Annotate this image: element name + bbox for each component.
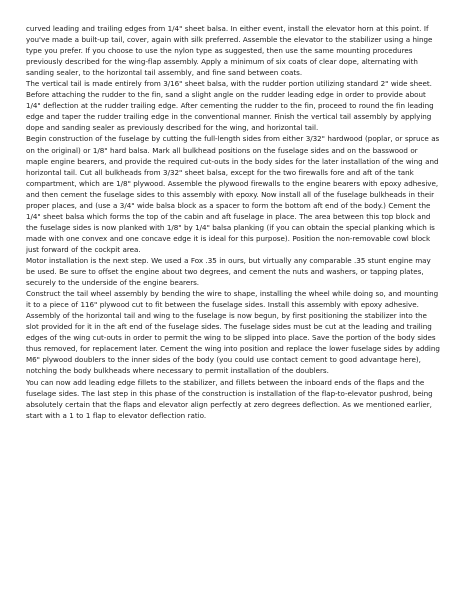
document-page — [26, 23, 440, 421]
paragraph-vertical-tail: The vertical tail is made entirely from 3/16" sheet balsa, with the rudder portion utilizing standard 2" wide sheet. Before attaching the rudder to the fin, sand a slight angle on the rudder leading edge in order to provide about 1/4" deflection at the rudder trailing edge. After cementing the rudder to the fin, proceed to round the fin leading edge and taper the rudder trailing edge in the conventional manner. Finish the vertical tail assembly by applying dope and sanding sealer as previously described for the wing, and horizontal tail. — [26, 79, 434, 133]
paragraph-fuselage-construction: Begin construction of the fuselage by cutting the full-length sides from either 3/32" hardwood (poplar, or spruce as on the original) or 1/8" hard balsa. Mark all bulkhead positions on the fuselage sides and on the basswood or maple engine bearers, and provide the required cut-outs in the body sides for the later installation of the wing and horizontal tail. Cut all bulkheads from 3/32" sheet balsa, except for the two firewalls fore and aft of the tank compartment, which are 1/8" plywood. Assemble the plywood firewalls to the engine bearers with epoxy adhesive, and then cement the fuselage sides to this assembly with epoxy. Now install all of the fuselage bulkheads in their proper places, and (use a 3/4" wide balsa block as a spacer to form the bottom aft end of the body.) Cement the 1/4" sheet balsa which forms the top of the cabin and aft fuselage in place. The area between this top block and the fuselage sides is now planked with 1/8" by 1/4" balsa planking (if you can obtain the special planking which is made with one convex and one concave edge it is ideal for this purpose). Position the non-removable cowl block just forward of the cockpit area. — [26, 134, 440, 254]
paragraph-wing-assembly: Assembly of the horizontal tail and wing to the fuselage is now begun, by first positioning the stabilizer into the slot provided for it in the aft end of the fuselage sides. The fuselage sides must be cut at the leading and trailing edges of the wing cut-outs in order to permit the wing to be slipped into place. Save the portion of the body sides thus removed, for replacement later. Cement the wing into position and replace the lower fuselage sides by adding M6" plywood doublers to the inner sides of the body (you could use contact cement to good advantage here), notching the body bulkheads where necessary to permit installation of the doublers. — [26, 311, 440, 376]
paragraph-elevator-assembly: curved leading and trailing edges from 1/4" sheet balsa. In either event, install the elevator horn at this point. If you've made a built-up tail, cover, again with silk preferred. Assemble the elevator to the stabilizer using a hinge type you prefer. If you choose to use the nylon type as suggested, then use the same mounting procedures previously described for the wing-flap assembly. Apply a minimum of six coats of clear dope, alternating with sanding sealer, to the horizontal tail assembly, and fine sand between coats. — [26, 24, 433, 78]
paragraph-tail-wheel: Construct the tail wheel assembly by bending the wire to shape, installing the wheel while doing so, and mounting it to a piece of 116" plywood cut to fit between the fuselage sides. Install this assembly with epoxy adhesive. — [26, 289, 439, 310]
paragraph-motor-installation: Motor installation is the next step. We used a Fox .35 in ours, but virtually any comparable .35 stunt engine may be used. Be sure to offset the engine about two degrees, and cement the nuts and washers, or tapping plates, securely to the underside of the engine bearers. — [26, 255, 431, 288]
paragraph-fillets-pushrod: You can now add leading edge fillets to the stabilizer, and fillets between the inboard ends of the flaps and the fuselage sides. The last step in this phase of the construction is installation of the flap-to-elevator pushrod, being absolutely certain that the flaps and elevator align perfectly at zero degrees deflection. As we mentioned earlier, start with a 1 to 1 flap to elevator deflection ratio. — [26, 377, 433, 420]
